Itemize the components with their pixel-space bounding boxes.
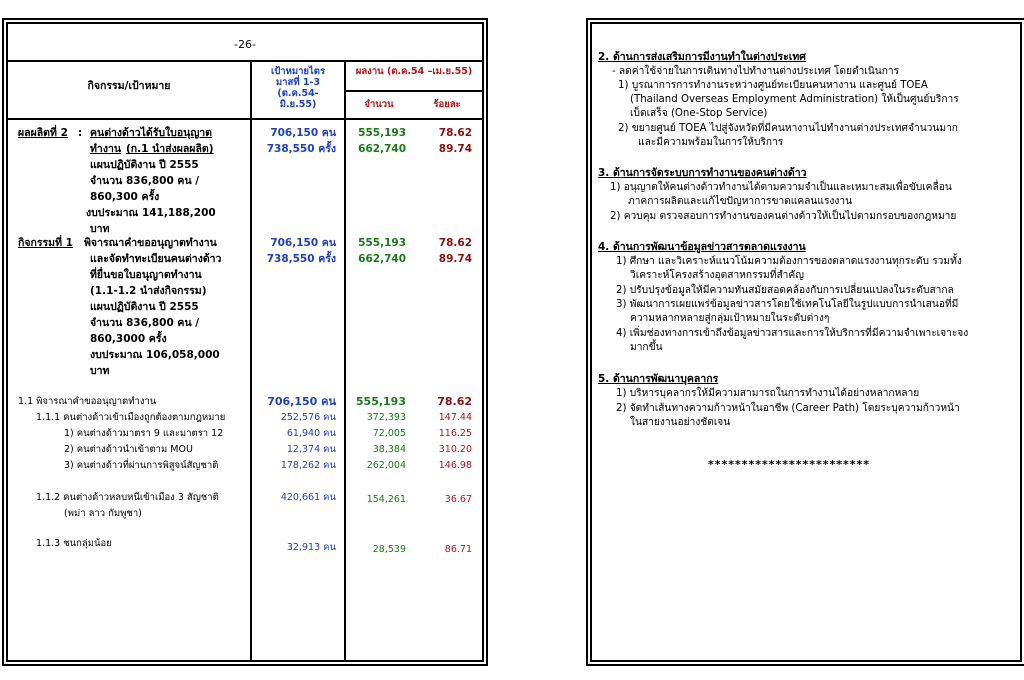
divider (8, 60, 482, 62)
header-percent: ร้อยละ (433, 99, 461, 110)
activity1-label: กิจกรรมที่ 1 (18, 237, 73, 249)
output2-target: 738,550 ครั้ง (266, 143, 336, 155)
page-number: -26- (234, 38, 256, 51)
section-title: 5. ด้านการพัฒนาบุคลากร (598, 373, 719, 385)
divider (344, 90, 482, 92)
section-title: 2. ด้านการส่งเสริมการมีงานทำในต่างประเทศ (598, 51, 806, 63)
activity1-target: 706,150 คน (270, 237, 336, 249)
activity1-amount: 555,193 (358, 237, 406, 249)
divider (250, 60, 252, 660)
output2-percent: 78.62 (438, 127, 472, 139)
left-page: -26- กิจกรรม/เป้าหมาย เป้าหมายไตร มาสที่ 1-3 (ต.ค.54- มิ.ย.55) ผลงาน (ต.ค.54 –เม.ย.55) จำนวน ร้อยละ ผลผลิตที่ 2 : คนต่างด้าวได้รับใบอนุญาต ทำงาน (ก.1 นำส่งผลผลิต) แผนปฏิบัติงาน ปี 2555 จำนวน 836,800 คน / 860,300 ครั้ง งบประมาณ 141,188,200 บาท 706,150 คน 738,550 ครั้ง 555,193 662,740 78.62 89.74 กิจกรรมที่ 1 พิจารณาคำขออนุญาตทำงาน และจัดทำทะเบียนคนต่างด้าว ที่ยื่นขอใบอนุญาตทำงาน (1.1-1.2 นำส่งกิจกรรม) แผนปฏิบัติงาน ปี 2555 จำนวน 836,800 คน / 860,3000 ครั้ง งบประมาณ 106,058,000 บาท 706,150 คน 738,550 ครั้ง 555,193 662,740 78.62 89.74 1.1 พิจารณาคำขออนุญาตทำงาน 706,150 คน 555,193 78.62 1.1.1 คนต่างด้าวเข้าเมืองถูกต้องตามกฎหมาย 252,576 คน 372,393 147.44 1) คนต่างด้าวมาตรา 9 และมาตรา 12 61,940 คน 72,005 116.25 2) คนต่างด้าวนำเข้าตาม MOU 12,374 คน 38,384 310.20 3) คนต่างด้าวที่ผ่านการพิสูจน์สัญชาติ 178,262 คน 262,004 146.98 1.1.2 คนต่างด้าวหลบหนีเข้าเมือง 3 สัญชาติ (พม่า ลาว กัมพูชา) 420,661 คน 154,261 36.67 1.1.3 ชนกลุ่มน้อย 32,913 คน 28,539 86.71 (6, 22, 484, 662)
output2-amount: 662,740 (358, 143, 406, 155)
right-page: 2. ด้านการส่งเสริมการมีงานทำในต่างประเทศ - ลดค่าใช้จ่ายในการเดินทางไปทำงานต่างประเทศ โดยดำเนินการ 1) บูรณาการการทำงานระหว่างศูนย์ทะเบียนคนหางาน และศูนย์ TOEA (Thailand Overseas Employment Administration) ให้เป็นศูนย์บริการ เบ็ดเสร็จ (One-Stop Service) 2) ขยายศูนย์ TOEA ไปสู่จังหวัดที่มีคนหางานไปทำงานต่างประเทศจำนวนมาก และมีความพร้อมในการให้บริการ 3. ด้านการจัดระบบการทำงานของคนต่างด้าว 1) อนุญาตให้คนต่างด้าวทำงานได้ตามความจำเป็นและเหมาะสมเพื่อขับเคลื่อน ภาคการผลิตและแก้ไขปัญหาการขาดแคลนแรงงาน 2) ควบคุม ตรวจสอบการทำงานของคนต่างด้าวให้เป็นไปตามกรอบของกฎหมาย 4. ด้านการพัฒนาข้อมูลข่าวสารตลาดแรงงาน 1) ศึกษา และวิเคราะห์แนวโน้มความต้องการของตลาดแรงงานทุกระดับ รวมทั้ง วิเคราะห์โครงสร้างอุตสาหกรรมที่สำคัญ 2) ปรับปรุงข้อมูลให้มีความทันสมัยสอดคล้องกับการเปลี่ยนแปลงในระดับสากล 3) พัฒนาการเผยแพร่ข้อมูลข่าวสารโดยใช้เทคโนโลยีในรูปแบบการนำเสนอที่มี ความหลากหลายสู่กลุ่มเป้าหมายในระดับต่างๆ 4) เพิ่มช่องทางการเข้าถึงข้อมูลข่าวสารและการให้บริการที่มีความจำเพาะเจาะจง มากขึ้น 5. ด้านการพัฒนาบุคลากร 1) บริหารบุคลากรให้มีความสามารถในการทำงานได้อย่างหลากหลาย 2) จัดทำเส้นทางความก้าวหน้าในอาชีพ (Career Path) โดยระบุความก้าวหน้า ในสายงานอย่างชัดเจน ************************ (590, 22, 1022, 662)
end-separator: ************************ (708, 458, 871, 471)
activity1-target: 738,550 ครั้ง (266, 253, 336, 265)
output2-amount: 555,193 (358, 127, 406, 139)
header-amount: จำนวน (364, 99, 394, 110)
section-title: 3. ด้านการจัดระบบการทำงานของคนต่างด้าว (598, 167, 807, 179)
header-target: เป้าหมายไตร มาสที่ 1-3 (ต.ค.54- มิ.ย.55) (270, 66, 326, 110)
activity1-amount: 662,740 (358, 253, 406, 265)
section-title: 4. ด้านการพัฒนาข้อมูลข่าวสารตลาดแรงงาน (598, 241, 806, 253)
divider (8, 118, 482, 120)
header-result: ผลงาน (ต.ค.54 –เม.ย.55) (355, 66, 473, 77)
activity1-percent: 78.62 (438, 237, 472, 249)
activity1-percent: 89.74 (438, 253, 472, 265)
header-activity: กิจกรรม/เป้าหมาย (87, 80, 171, 92)
output2-percent: 89.74 (438, 143, 472, 155)
output2-target: 706,150 คน (270, 127, 336, 139)
divider (344, 60, 346, 660)
output2-label: ผลผลิตที่ 2 (18, 127, 68, 139)
